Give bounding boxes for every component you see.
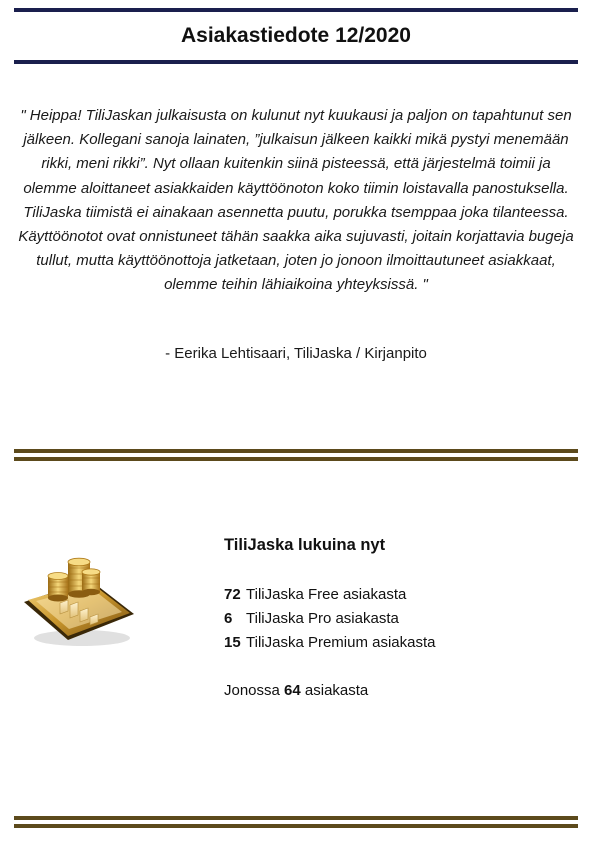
stat-free — [224, 583, 436, 607]
quote-attribution: - Eerika Lehtisaari, TiliJaska / Kirjanpito — [165, 345, 427, 362]
stats-section — [224, 536, 436, 703]
customer-quote: " Heippa! TiliJaskan julkaisusta on kulunut nyt kuukausi ja paljon on tapahtunut sen jälkeen. Kollegani sanoja lainaten, ”julkaisun jälkeen kaikki mikä pystyi menemään rikki, meni rikki”. Nyt ollaan kuitenkin siinä pisteessä, että järjestelmä toimii ja olemme aloittaneet asiakkaiden käyttöönoton koko tiimin loistavalla panostuksella. TiliJaska tiimistä ei ainakaan asennetta puutu, porukka tsemppaa joka tilanteessa. Käyttöönotot ovat onnistuneet tähän saakka aika sujuvasti, joitain korjattavia bugeja tullut, mutta käyttöönottoja jatketaan, joten jo jonoon ilmoittautuneet asiakkaat, olemme teihin lähiaikoina yhteyksissä. " — [18, 107, 574, 294]
header-top-rule — [14, 8, 578, 12]
stat-label: TiliJaska Pro asiakasta — [246, 610, 399, 627]
queue-suffix: asiakasta — [304, 682, 369, 699]
queue-count: 64 — [284, 682, 301, 699]
footer-rule-bottom — [14, 824, 578, 828]
divider-rule-top — [14, 449, 578, 453]
footer-rule-top — [14, 816, 578, 820]
stats-title: TiliJaska lukuina nyt — [224, 536, 386, 554]
divider-rule-bottom — [14, 457, 578, 461]
header-bottom-rule — [14, 60, 578, 64]
stat-pro — [224, 607, 436, 631]
queue-prefix: Jonossa — [224, 682, 280, 699]
stat-label: TiliJaska Free asiakasta — [246, 586, 407, 603]
page-title: Asiakastiedote 12/2020 — [181, 24, 411, 47]
gold-coins-on-tablet-icon — [20, 552, 138, 650]
stat-count: 72 — [224, 586, 241, 603]
queue-line — [224, 679, 436, 703]
stat-count: 15 — [224, 634, 241, 651]
stat-premium — [224, 631, 436, 655]
stat-count: 6 — [224, 610, 233, 627]
stat-label: TiliJaska Premium asiakasta — [246, 634, 436, 651]
